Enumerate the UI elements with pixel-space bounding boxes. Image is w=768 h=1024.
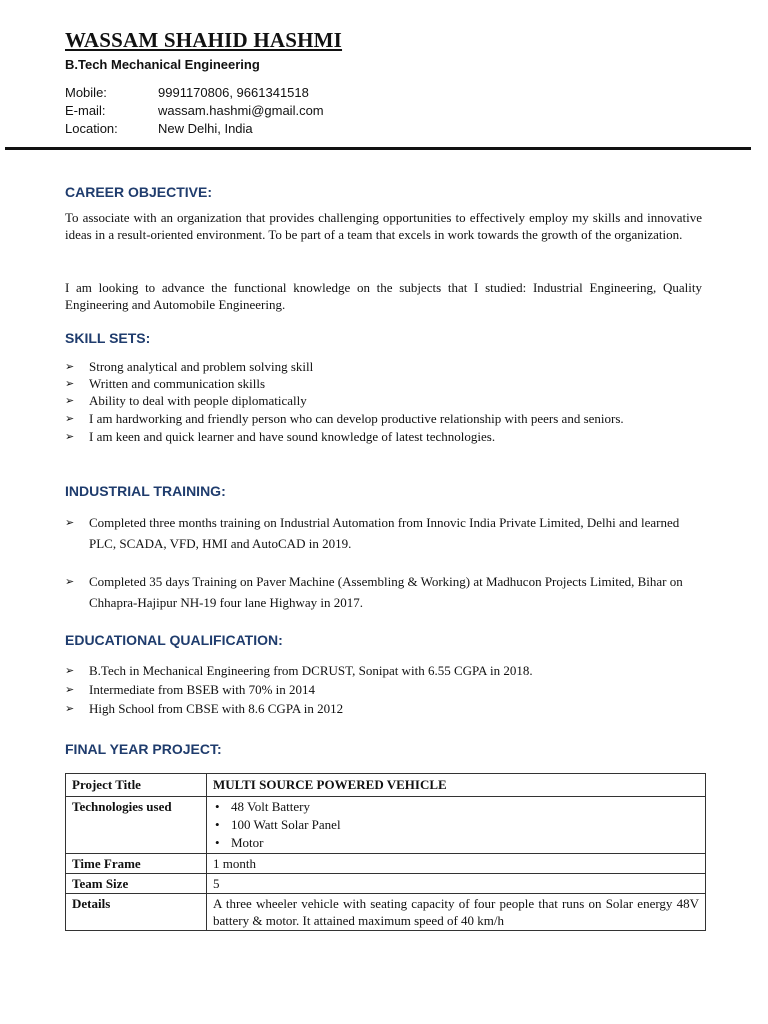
list-item-text: 48 Volt Battery [231,799,310,814]
list-item [213,834,699,852]
list-item-text: Completed 35 days Training on Paver Machine (Assembling & Working) at Madhucon Projects Limited, Bihar on Chhapra-Hajipur NH-19 four lane Highway in 2017. [89,574,683,610]
header-divider [5,147,751,150]
degree-title: B.Tech Mechanical Engineering [65,57,260,72]
candidate-name: WASSAM SHAHID HASHMI [65,28,343,52]
arrow-bullet-icon: ➢ [65,664,75,677]
career-objective-paragraph-2: I am looking to advance the functional knowledge on the subjects that I studied: Industrial Engineering, Quality Engineering and Automobile Engineering. [65,280,702,312]
table-value-cell: 5 [207,874,706,894]
table-key-cell: Technologies used [66,797,207,854]
contact-label: Mobile: [65,85,107,100]
arrow-bullet-icon: ➢ [65,377,75,390]
table-key-cell: Time Frame [66,854,207,874]
list-item-text: Written and communication skills [89,376,266,391]
contact-value: New Delhi, India [158,121,253,136]
table-row [66,854,706,874]
arrow-bullet-icon: ➢ [65,360,75,373]
list-item [65,661,705,680]
list-item-text: B.Tech in Mechanical Engineering from DCRUST, Sonipat with 6.55 CGPA in 2018. [89,663,533,678]
table-value-cell: A three wheeler vehicle with seating capacity of four people that runs on Solar energy 48V battery & motor. It attained maximum speed of 40 km/h [207,894,706,931]
educational-qualification-list [65,661,705,718]
skill-sets-heading: SKILL SETS: [65,330,151,346]
list-item-text: I am keen and quick learner and have sound knowledge of latest technologies. [89,429,496,444]
table-key-cell: Project Title [66,774,207,797]
list-item [65,358,705,375]
industrial-training-list [65,512,705,613]
list-item [65,680,705,699]
list-item-text: Strong analytical and problem solving skill [89,359,314,374]
industrial-training-heading: INDUSTRIAL TRAINING: [65,483,226,499]
project-details-table [65,773,706,931]
contact-block [65,84,324,138]
dot-bullet-icon: • [215,835,220,850]
educational-qualification-heading: EDUCATIONAL QUALIFICATION: [65,632,283,648]
list-item [65,699,705,718]
career-objective-paragraph-1: To associate with an organization that provides challenging opportunities to effectively employ my skills and innovative ideas in a result-oriented environment. To be part of a team that excels in work towards the growth of the organization. [65,210,702,242]
table-row [66,774,706,797]
list-item [65,428,705,445]
contact-email [65,102,324,120]
list-item [65,392,705,409]
contact-location [65,120,324,138]
list-item-text: Ability to deal with people diplomatically [89,393,307,408]
table-row [66,797,706,854]
list-item-text: Motor [231,835,264,850]
contact-label: Location: [65,121,118,136]
list-item [65,409,705,428]
table-key-cell: Team Size [66,874,207,894]
arrow-bullet-icon: ➢ [65,702,75,715]
arrow-bullet-icon: ➢ [65,683,75,696]
project-title-value: MULTI SOURCE POWERED VEHICLE [207,774,706,797]
technologies-list [213,798,699,852]
list-item-text: 100 Watt Solar Panel [231,817,341,832]
list-item-text: Completed three months training on Industrial Automation from Innovic India Private Limited, Delhi and learned PLC, SCADA, VFD, HMI and AutoCAD in 2019. [89,515,680,551]
list-item [213,798,699,816]
dot-bullet-icon: • [215,799,220,814]
contact-value: wassam.hashmi@gmail.com [158,103,324,118]
arrow-bullet-icon: ➢ [65,430,75,443]
table-value-cell: 1 month [207,854,706,874]
arrow-bullet-icon: ➢ [65,412,75,425]
career-objective-heading: CAREER OBJECTIVE: [65,184,213,200]
dot-bullet-icon: • [215,817,220,832]
contact-label: E-mail: [65,103,106,118]
arrow-bullet-icon: ➢ [65,516,75,529]
list-item-text: Intermediate from BSEB with 70% in 2014 [89,682,316,697]
arrow-bullet-icon: ➢ [65,575,75,588]
list-item-text: High School from CBSE with 8.6 CGPA in 2012 [89,701,344,716]
list-item [65,512,705,554]
arrow-bullet-icon: ➢ [65,394,75,407]
skill-sets-list [65,358,705,445]
final-year-project-heading: FINAL YEAR PROJECT: [65,741,222,757]
contact-value: 9991170806, 9661341518 [158,85,309,100]
list-item [213,816,699,834]
table-row [66,874,706,894]
list-item [65,375,705,392]
table-key-cell: Details [66,894,207,931]
technologies-cell [207,797,706,854]
list-item-text: I am hardworking and friendly person who can develop productive relationship with peers and seniors. [89,411,624,426]
contact-mobile [65,84,324,102]
table-row [66,894,706,931]
list-item [65,571,705,613]
